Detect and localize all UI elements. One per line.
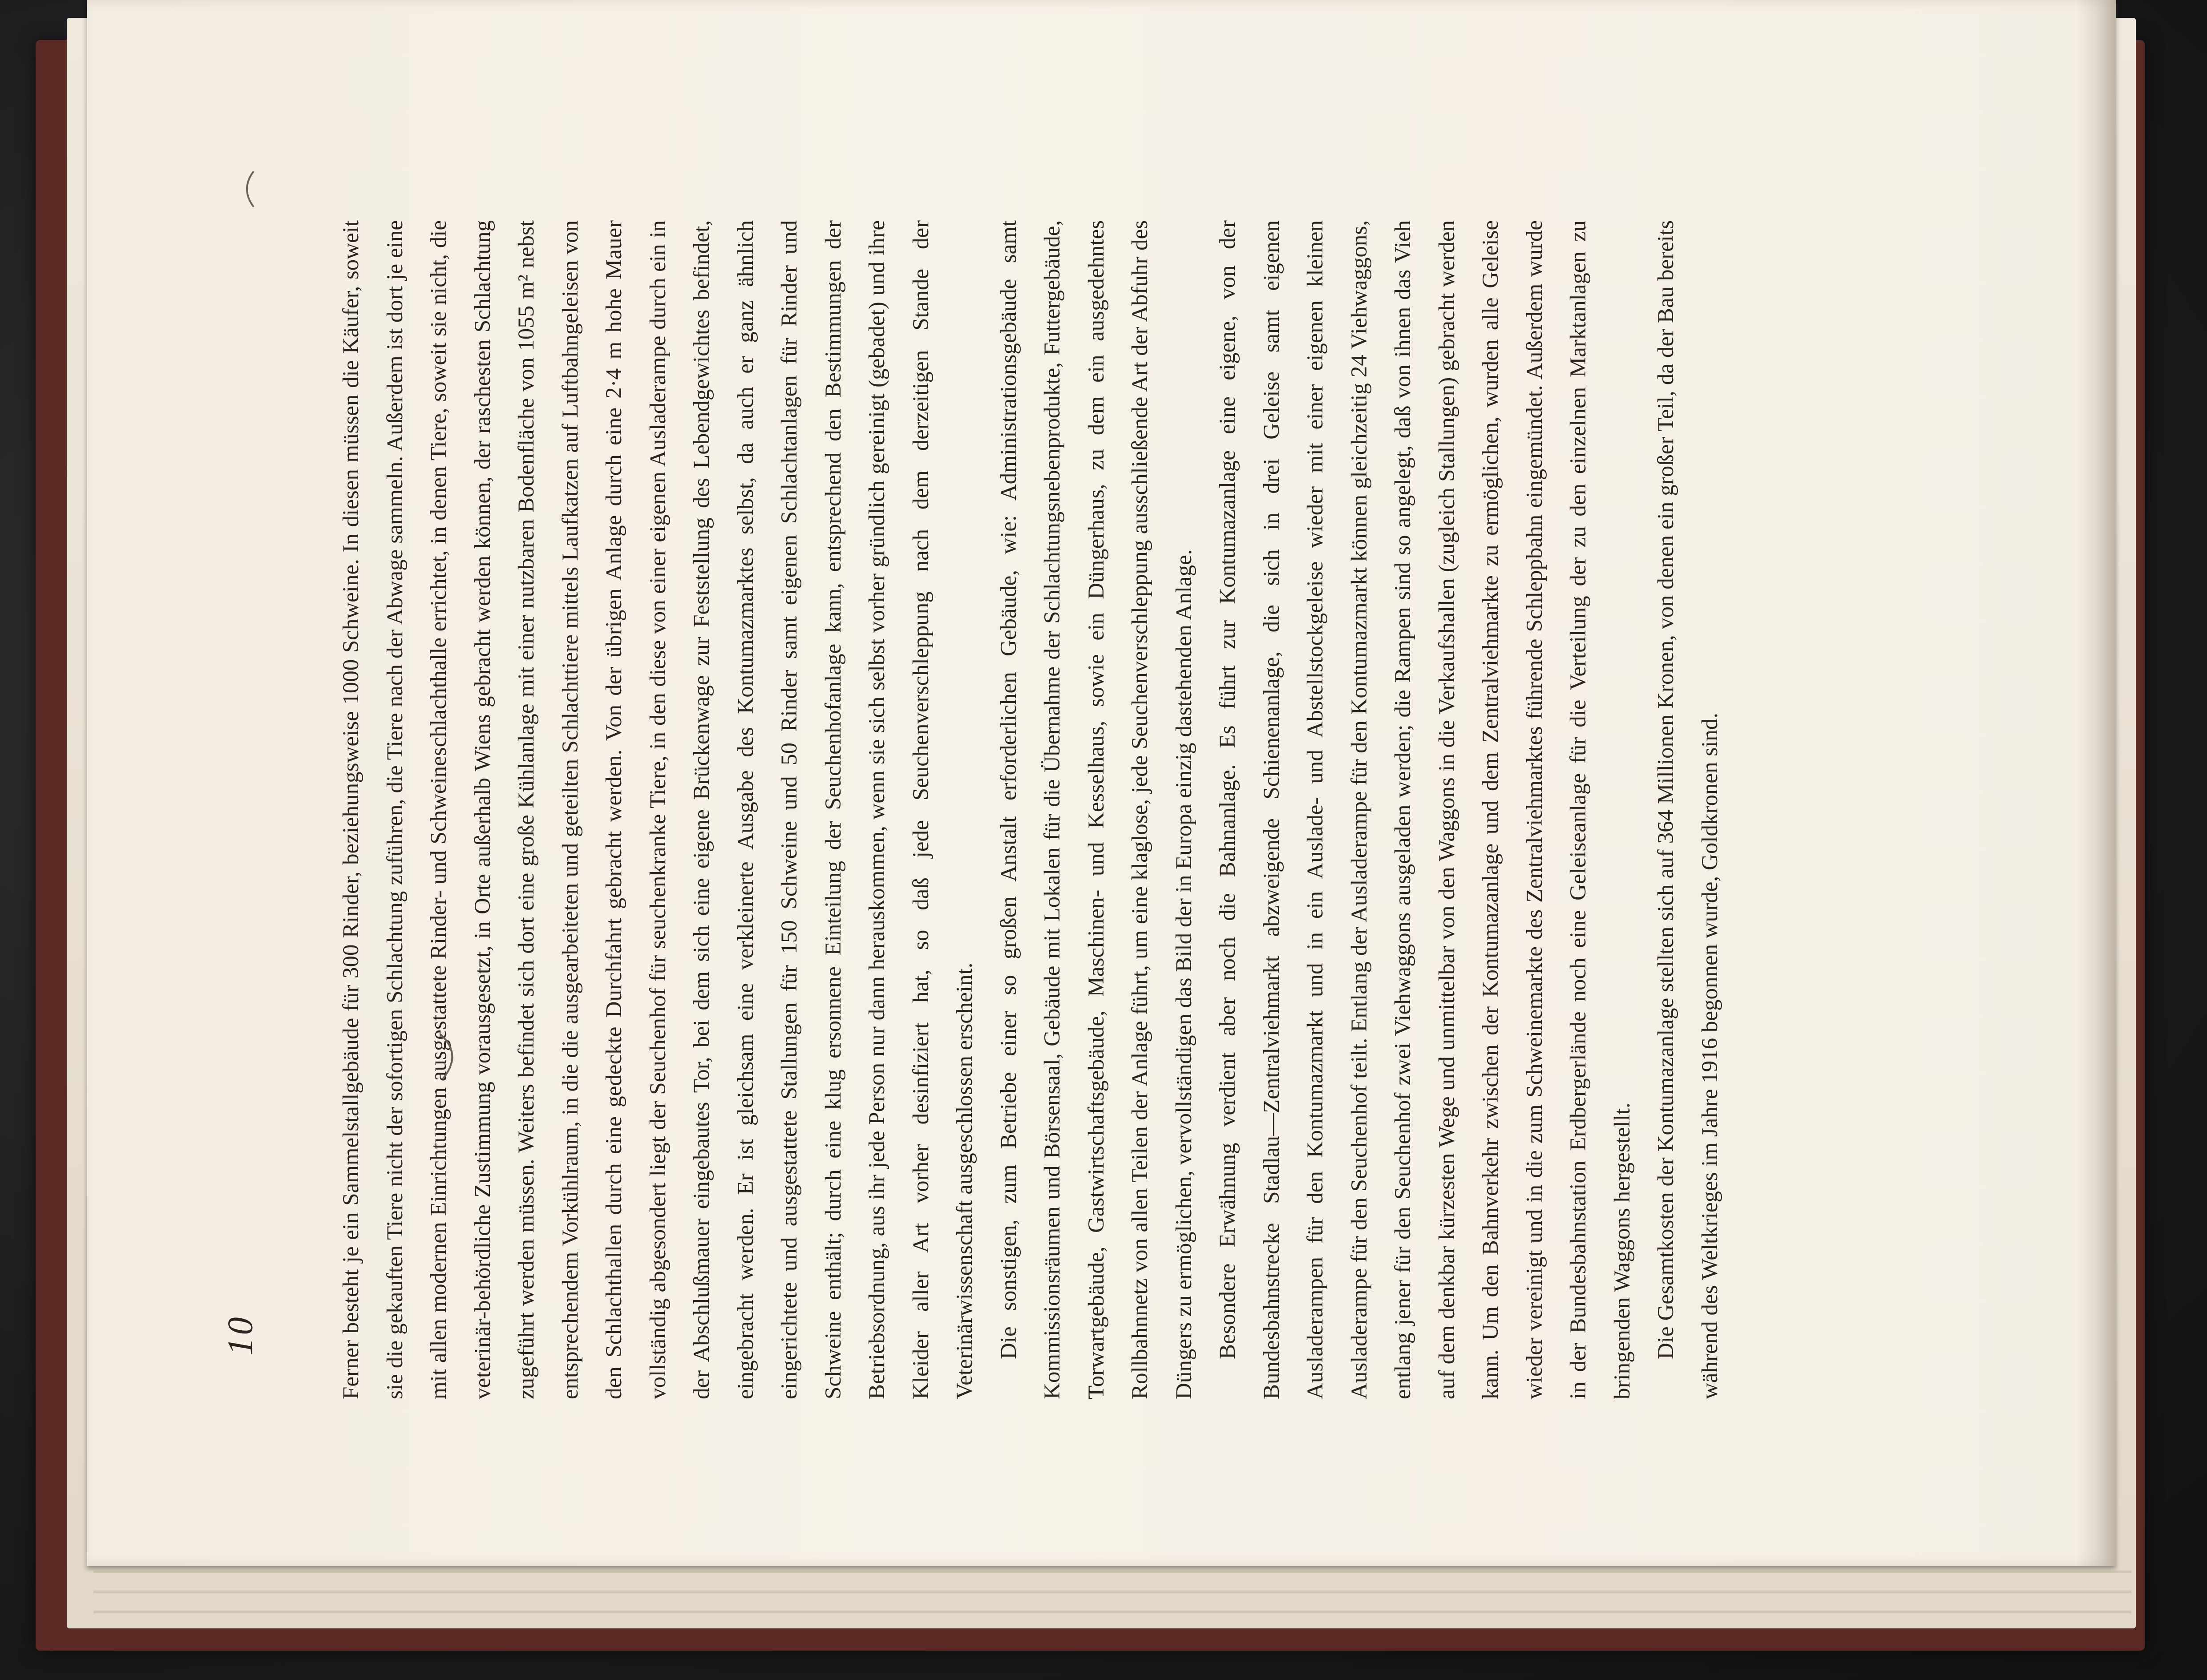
pencil-bracket-mark (236, 169, 263, 209)
page-edge-line (93, 1611, 2131, 1613)
pencil-bracket-mark (436, 1032, 472, 1081)
page-edge-line (93, 1591, 2131, 1593)
page-number: 10 (221, 1314, 260, 1356)
paragraph-1: Ferner besteht je ein Sammelstallgebäude für 300 Rinder, beziehungsweise 1000 Schweine. In diesen müssen die Käufer, soweit sie die gekauften Tiere nicht der sofortigen Schlachtung zuführen, die Tiere nach der Abwage sammeln. Außerdem ist dort je eine mit allen modernen Einrichtungen ausgestattete Rinder- und Schweineschlachthalle errichtet, in denen Tiere, soweit sie nicht, die veterinär-behördliche Zustimmung vorausgesetzt, in Orte außerhalb Wiens gebracht werden können, der raschesten Schlachtung zugeführt werden müssen. Weiters befindet sich dort eine große Kühlanlage mit einer nutzbaren Bodenfläche von 1055 m² nebst entsprechendem Vorkühlraum, in die die ausgearbeiteten und geteilten Schlachttiere mittels Laufkatzen auf Luftbahngeleisen von den Schlachthallen durch eine gedeckte Durchfahrt gebracht werden. Von der übrigen Anlage durch eine 2·4 m hohe Mauer vollständig abgesondert liegt der Seuchenhof für seuchenkranke Tiere, in den diese von einer eigenen Ausladerampe durch ein in der Abschlußmauer eingebautes Tor, bei dem sich eine eigene Brückenwage zur Feststellung des Lebendgewichtes befindet, eingebracht werden. Er ist gleichsam eine verkleinerte Ausgabe des Kontumazmarktes selbst, da auch er ganz ähnlich eingerichtete und ausgestattete Stallungen für 150 Schweine und 50 Rinder samt eigenen Schlachtanlagen für Rinder und Schweine enthält; durch eine klug ersonnene Einteilung der Seuchenhofanlage kann, entsprechend den Bestimmungen der Betriebsordnung, aus ihr jede Person nur dann herauskommen, wenn sie sich selbst vorher gründlich gereinigt (gebadet) und ihre Kleider aller Art vorher desinfiziert hat, so daß jede Seuchenverschleppung nach dem derzeitigen Stande der Veterinärwissenschaft ausgeschlossen erscheint. (339, 220, 977, 1399)
page-text-block (329, 220, 1780, 1399)
paragraph-4: Die Gesamtkosten der Kontumazanlage stellten sich auf 364 Millionen Kronen, von denen ein großer Teil, da der Bau bereits während des Weltkrieges im Jahre 1916 begonnen wurde, Goldkronen sind. (1653, 220, 1722, 1399)
page-edge-line (93, 1571, 2131, 1573)
paragraph-2: Die sonstigen, zum Betriebe einer so großen Anstalt erforderlichen Gebäude, wie: Administrationsgebäude samt Kommissionsräumen und Börsensaal, Gebäude mit Lokalen für die Übernahme der Schlachtungsnebenprodukte, Futtergebäude, Torwartgebäude, Gastwirtschaftsgebäude, Maschinen- und Kesselhaus, sowie ein Düngerhaus, zu dem ein ausgedehntes Rollbahnnetz von allen Teilen der Anlage führt, um eine klaglose, jede Seuchenverschleppung ausschließende Art der Abfuhr des Düngers zu ermöglichen, vervollständigen das Bild der in Europa einzig dastehenden Anlage. (996, 220, 1196, 1399)
page-gutter-shadow (2076, 0, 2116, 1566)
paragraph-3: Besondere Erwähnung verdient aber noch die Bahnanlage. Es führt zur Kontumazanlage eine eigene, von der Bundesbahnstrecke Stadlau—Zentralviehmarkt abzweigende Schienenanlage, die sich in drei Geleise samt eigenen Ausladerampen für den Kontumazmarkt und in ein Auslade- und Abstellstockgeleise wieder mit einer eigenen kleinen Ausladerampe für den Seuchenhof teilt. Entlang der Ausladerampe für den Kontumazmarkt können gleichzeitig 24 Viehwaggons, entlang jener für den Seuchenhof zwei Viehwaggons ausgeladen werden; die Rampen sind so angelegt, daß von ihnen das Vieh auf dem denkbar kürzesten Wege und unmittelbar von den Waggons in die Verkaufshallen (zugleich Stallungen) gebracht werden kann. Um den Bahnverkehr zwischen der Kontumazanlage und dem Zentralviehmarkte zu ermöglichen, wurden alle Geleise wieder vereinigt und in die zum Schweinemarkte des Zentralviehmarktes führende Schleppbahn eingemündet. Außerdem wurde in der Bundesbahnstation Erdbergerlände noch eine Geleiseanlage für die Verteilung der zu den einzelnen Marktanlagen zu bringenden Waggons hergestellt. (1215, 220, 1635, 1399)
